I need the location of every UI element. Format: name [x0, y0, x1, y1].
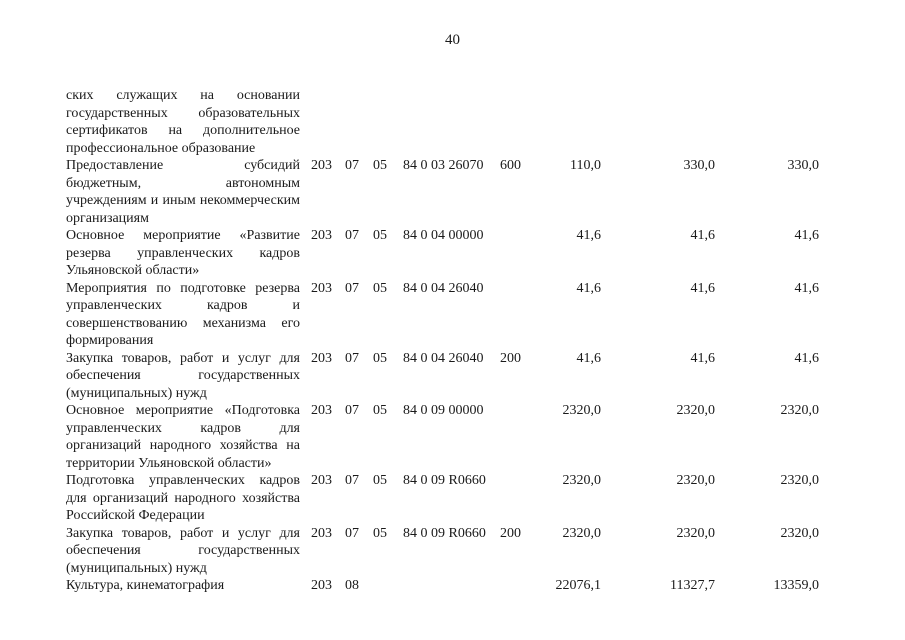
table-row — [0, 525, 905, 578]
target-item-code: 84 0 04 26040 — [403, 280, 484, 296]
admin-code: 203 — [311, 228, 332, 243]
section-code: 07 — [345, 525, 359, 541]
admin-code: 203 — [311, 578, 332, 593]
amount-year-3: 2320,0 — [780, 473, 819, 488]
row-description: Подготовка управленческих кадров для организаций народного хозяйства Российской Федерации — [66, 473, 300, 523]
subsection-code: 05 — [373, 158, 387, 173]
row-description: Закупка товаров, работ и услуг для обеспечения государственных (муниципальных) нужд — [66, 525, 300, 576]
target-item-code: 84 0 09 00000 — [403, 403, 484, 418]
amount-year-2: 2320,0 — [676, 473, 715, 488]
table-row — [0, 280, 905, 350]
section-code: 07 — [345, 228, 359, 243]
amount-year-3: 2320,0 — [780, 403, 819, 418]
table-row — [0, 87, 905, 157]
page-number: 40 — [445, 32, 460, 48]
section-code: 08 — [345, 578, 359, 593]
target-item-code: 84 0 04 26040 — [403, 350, 484, 366]
subsection-code: 05 — [373, 525, 387, 541]
target-item-code: 84 0 04 00000 — [403, 228, 484, 243]
table-row — [0, 577, 905, 595]
admin-code: 203 — [311, 473, 332, 488]
table-row — [0, 227, 905, 280]
amount-year-3: 41,6 — [794, 228, 819, 243]
expense-type-code: 200 — [500, 350, 521, 366]
expense-type-code: 600 — [500, 158, 521, 173]
admin-code: 203 — [311, 525, 332, 541]
amount-year-3: 41,6 — [794, 350, 819, 366]
amount-year-2: 41,6 — [690, 228, 715, 243]
row-description: Культура, кинематография — [66, 578, 225, 593]
table-row — [0, 350, 905, 403]
amount-year-2: 2320,0 — [676, 403, 715, 418]
table-row — [0, 402, 905, 472]
table-row — [0, 472, 905, 525]
section-code: 07 — [345, 350, 359, 366]
amount-year-2: 41,6 — [690, 280, 715, 296]
amount-year-3: 2320,0 — [780, 525, 819, 541]
row-description: Предоставление субсидий бюджетным, автономным учреждениям и иным некоммерческим организациям — [66, 158, 300, 226]
table-row — [0, 157, 905, 227]
amount-year-3: 13359,0 — [773, 578, 819, 593]
amount-year-2: 41,6 — [690, 350, 715, 366]
target-item-code: 84 0 09 R0660 — [403, 525, 486, 541]
amount-year-1: 110,0 — [570, 158, 601, 173]
amount-year-1: 41,6 — [576, 228, 601, 243]
target-item-code: 84 0 03 26070 — [403, 158, 484, 173]
expense-type-code: 200 — [500, 525, 521, 541]
section-code: 07 — [345, 158, 359, 173]
subsection-code: 05 — [373, 473, 387, 488]
amount-year-1: 22076,1 — [555, 578, 601, 593]
amount-year-1: 41,6 — [576, 350, 601, 366]
target-item-code: 84 0 09 R0660 — [403, 473, 486, 488]
amount-year-2: 330,0 — [683, 158, 715, 173]
subsection-code: 05 — [373, 228, 387, 243]
section-code: 07 — [345, 473, 359, 488]
admin-code: 203 — [311, 350, 332, 366]
amount-year-3: 41,6 — [794, 280, 819, 296]
amount-year-1: 2320,0 — [562, 525, 601, 541]
subsection-code: 05 — [373, 280, 387, 296]
row-description: Основное мероприятие «Подготовка управленческих кадров для организаций народного хозяйства на территории Ульяновской области» — [66, 403, 300, 471]
amount-year-3: 330,0 — [787, 158, 819, 173]
amount-year-2: 2320,0 — [676, 525, 715, 541]
section-code: 07 — [345, 280, 359, 296]
amount-year-1: 41,6 — [576, 280, 601, 296]
admin-code: 203 — [311, 403, 332, 418]
row-description: ских служащих на основании государственных образовательных сертификатов на дополнительное профессиональное образование — [66, 88, 300, 156]
admin-code: 203 — [311, 158, 332, 173]
subsection-code: 05 — [373, 403, 387, 418]
amount-year-1: 2320,0 — [562, 403, 601, 418]
admin-code: 203 — [311, 280, 332, 296]
section-code: 07 — [345, 403, 359, 418]
row-description: Закупка товаров, работ и услуг для обеспечения государственных (муниципальных) нужд — [66, 350, 300, 401]
subsection-code: 05 — [373, 350, 387, 366]
amount-year-1: 2320,0 — [562, 473, 601, 488]
amount-year-2: 11327,7 — [670, 578, 715, 593]
row-description: Основное мероприятие «Развитие резерва управленческих кадров Ульяновской области» — [66, 228, 300, 278]
row-description: Мероприятия по подготовке резерва управленческих кадров и совершенствованию механизма его формирования — [66, 280, 300, 348]
budget-table — [0, 87, 905, 595]
